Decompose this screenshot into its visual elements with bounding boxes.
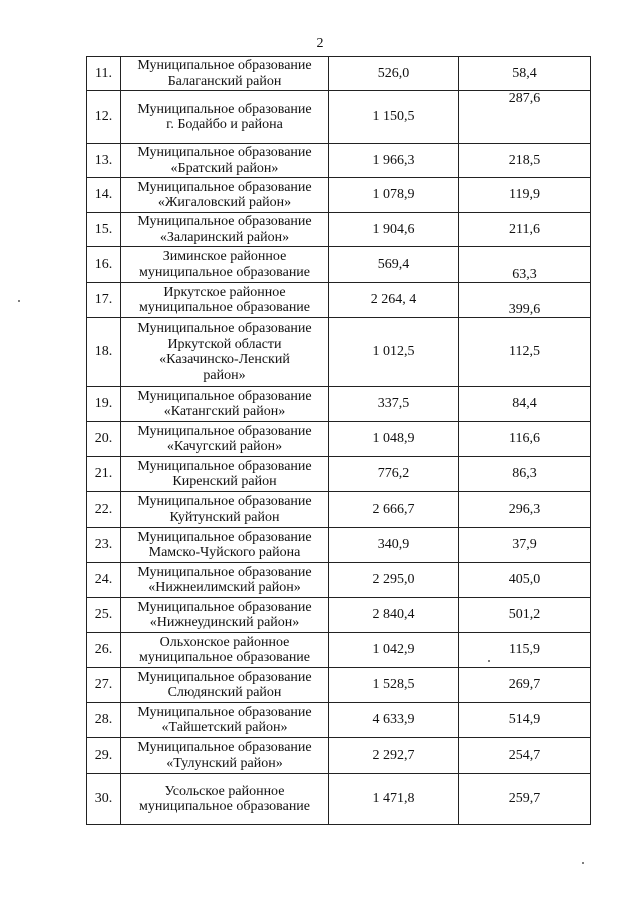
amount-column-1: 2 292,7 [329,738,459,774]
municipality-name-line: г. Бодайбо и района [166,117,283,132]
row-number: 12. [87,91,121,144]
scan-speck [18,300,20,302]
amount-column-1: 1 078,9 [329,178,459,213]
municipality-name [121,738,329,774]
municipality-name-line: Муниципальное образование [137,564,312,580]
municipality-name-line: Усольское районное [164,783,285,799]
municipality-name [121,633,329,668]
table-row [87,422,591,457]
municipality-name [121,91,329,144]
row-number: 29. [87,738,121,774]
row-number: 25. [87,598,121,633]
municipality-name-line: «Братский район» [170,160,279,176]
municipality-name [121,318,329,387]
amount-column-1: 1 528,5 [329,668,459,703]
row-number: 28. [87,703,121,738]
municipality-name [121,247,329,283]
amount-column-2: 269,7 [459,668,591,703]
amount-column-2: 58,4 [459,57,591,91]
amount-column-1: 1 904,6 [329,213,459,247]
amount-column-1: 2 264, 4 [329,283,459,318]
scan-speck [488,660,490,662]
amount-column-2: 259,7 [459,774,591,825]
table-body [87,57,591,825]
amount-column-2: 405,0 [459,563,591,598]
municipality-name-line: Мамско-Чуйского района [148,545,301,560]
row-number: 18. [87,318,121,387]
municipality-name-line: «Заларинский район» [159,229,290,245]
amount-column-2: 112,5 [459,318,591,387]
table-row [87,178,591,213]
amount-column-2: 115,9 [459,633,591,668]
municipality-name-line: Муниципальное образование [137,458,312,474]
row-number: 24. [87,563,121,598]
municipality-name [121,57,329,91]
table-row [87,144,591,178]
amount-column-2: 84,4 [459,387,591,422]
municipality-name [121,144,329,178]
table-row [87,563,591,598]
municipality-name-line: Киренский район [172,474,277,489]
amount-column-1: 1 012,5 [329,318,459,387]
row-number: 27. [87,668,121,703]
municipality-name-line: «Катангский район» [163,404,286,419]
row-number: 30. [87,774,121,825]
row-number: 21. [87,457,121,492]
municipality-name [121,598,329,633]
municipality-name-line: «Качугский район» [166,439,283,454]
municipality-name-line: Зиминское районное [162,249,287,264]
amount-column-2: 116,6 [459,422,591,457]
amount-column-2: 119,9 [459,178,591,213]
municipality-name-line: «Нижнеилимский район» [148,580,301,595]
municipality-name-line: Слюдянский район [167,685,282,700]
amount-column-2: 514,9 [459,703,591,738]
scan-speck [582,862,584,864]
table-row [87,213,591,247]
municipality-name-line: Муниципальное образование [137,740,312,755]
table-row [87,703,591,738]
amount-column-1: 526,0 [329,57,459,91]
table-row [87,492,591,528]
amount-column-2: 37,9 [459,528,591,563]
municipality-name [121,178,329,213]
amount-column-2: 287,6 [459,91,591,144]
municipality-name-line: муниципальное образование [138,799,311,814]
row-number: 19. [87,387,121,422]
table-row [87,57,591,91]
amount-column-1: 569,4 [329,247,459,283]
amount-column-2: 211,6 [459,213,591,247]
municipality-name [121,668,329,703]
table-row [87,668,591,703]
amount-column-2: 399,6 [459,283,591,318]
municipality-name-line: «Тулунский район» [166,755,283,771]
municipality-name-line: муниципальное образование [138,300,311,315]
table-row [87,774,591,825]
amount-column-2: 63,3 [459,247,591,283]
municipality-name-line: муниципальное образование [138,650,311,665]
row-number: 14. [87,178,121,213]
municipality-name-line: Муниципальное образование [137,179,312,195]
row-number: 11. [87,57,121,91]
municipality-name-line: Муниципальное образование [137,388,312,404]
municipality-name [121,774,329,825]
amount-column-1: 776,2 [329,457,459,492]
municipality-name-line: «Жигаловский район» [157,195,292,210]
municipality-name-line: Балаганский район [167,73,282,89]
municipality-name-line: «Нижнеудинский район» [149,615,300,630]
municipality-name-line: Муниципальное образование [137,529,312,545]
row-number: 26. [87,633,121,668]
row-number: 15. [87,213,121,247]
municipality-name-line: Муниципальное образование [137,669,312,685]
amount-column-1: 1 471,8 [329,774,459,825]
municipality-name [121,703,329,738]
municipality-name [121,422,329,457]
table-row [87,247,591,283]
municipality-name-line: «Казачинско-Ленский [159,352,290,367]
amount-column-2: 501,2 [459,598,591,633]
row-number: 22. [87,492,121,528]
amount-column-1: 4 633,9 [329,703,459,738]
amount-column-2: 86,3 [459,457,591,492]
table-row [87,283,591,318]
municipality-name-line: Муниципальное образование [137,58,312,73]
row-number: 17. [87,283,121,318]
table-row [87,738,591,774]
table-row [87,91,591,144]
amount-column-2: 296,3 [459,492,591,528]
row-number: 20. [87,422,121,457]
municipality-name-line: Иркутской области [167,336,282,352]
municipality-name-line: Ольхонское районное [159,634,290,650]
amount-column-1: 340,9 [329,528,459,563]
municipality-name-line: Куйтунский район [169,509,280,525]
municipality-name-line: Муниципальное образование [137,214,312,229]
row-number: 16. [87,247,121,283]
amount-column-1: 2 666,7 [329,492,459,528]
municipality-name [121,213,329,247]
amount-column-1: 2 295,0 [329,563,459,598]
amount-column-2: 218,5 [459,144,591,178]
municipality-name-line: Муниципальное образование [137,599,312,615]
amount-column-1: 1 150,5 [329,91,459,144]
page-number: 2 [316,36,324,51]
table-row [87,457,591,492]
municipality-name-line: Муниципальное образование [137,101,312,117]
municipality-name-line: Муниципальное образование [137,494,312,509]
municipality-name-line: Иркутское районное [163,284,286,300]
municipality-name [121,563,329,598]
amount-column-1: 1 042,9 [329,633,459,668]
municipality-name-line: Муниципальное образование [137,145,312,160]
row-number: 23. [87,528,121,563]
municipality-name [121,283,329,318]
amount-column-1: 337,5 [329,387,459,422]
municipality-name-line: район» [203,367,246,383]
municipality-name-line: Муниципальное образование [137,423,312,439]
municipality-name-line: муниципальное образование [138,264,311,280]
municipality-name-line: Муниципальное образование [137,704,312,720]
municipality-name [121,387,329,422]
table-row [87,528,591,563]
municipality-name [121,528,329,563]
municipality-name [121,457,329,492]
table-row [87,598,591,633]
table-row [87,633,591,668]
allocation-table [86,56,591,825]
table-row [87,387,591,422]
amount-column-2: 254,7 [459,738,591,774]
table-row [87,318,591,387]
amount-column-1: 1 048,9 [329,422,459,457]
municipality-name-line: «Тайшетский район» [161,720,288,735]
amount-column-1: 2 840,4 [329,598,459,633]
municipality-name-line: Муниципальное образование [137,321,312,336]
row-number: 13. [87,144,121,178]
amount-column-1: 1 966,3 [329,144,459,178]
municipality-name [121,492,329,528]
